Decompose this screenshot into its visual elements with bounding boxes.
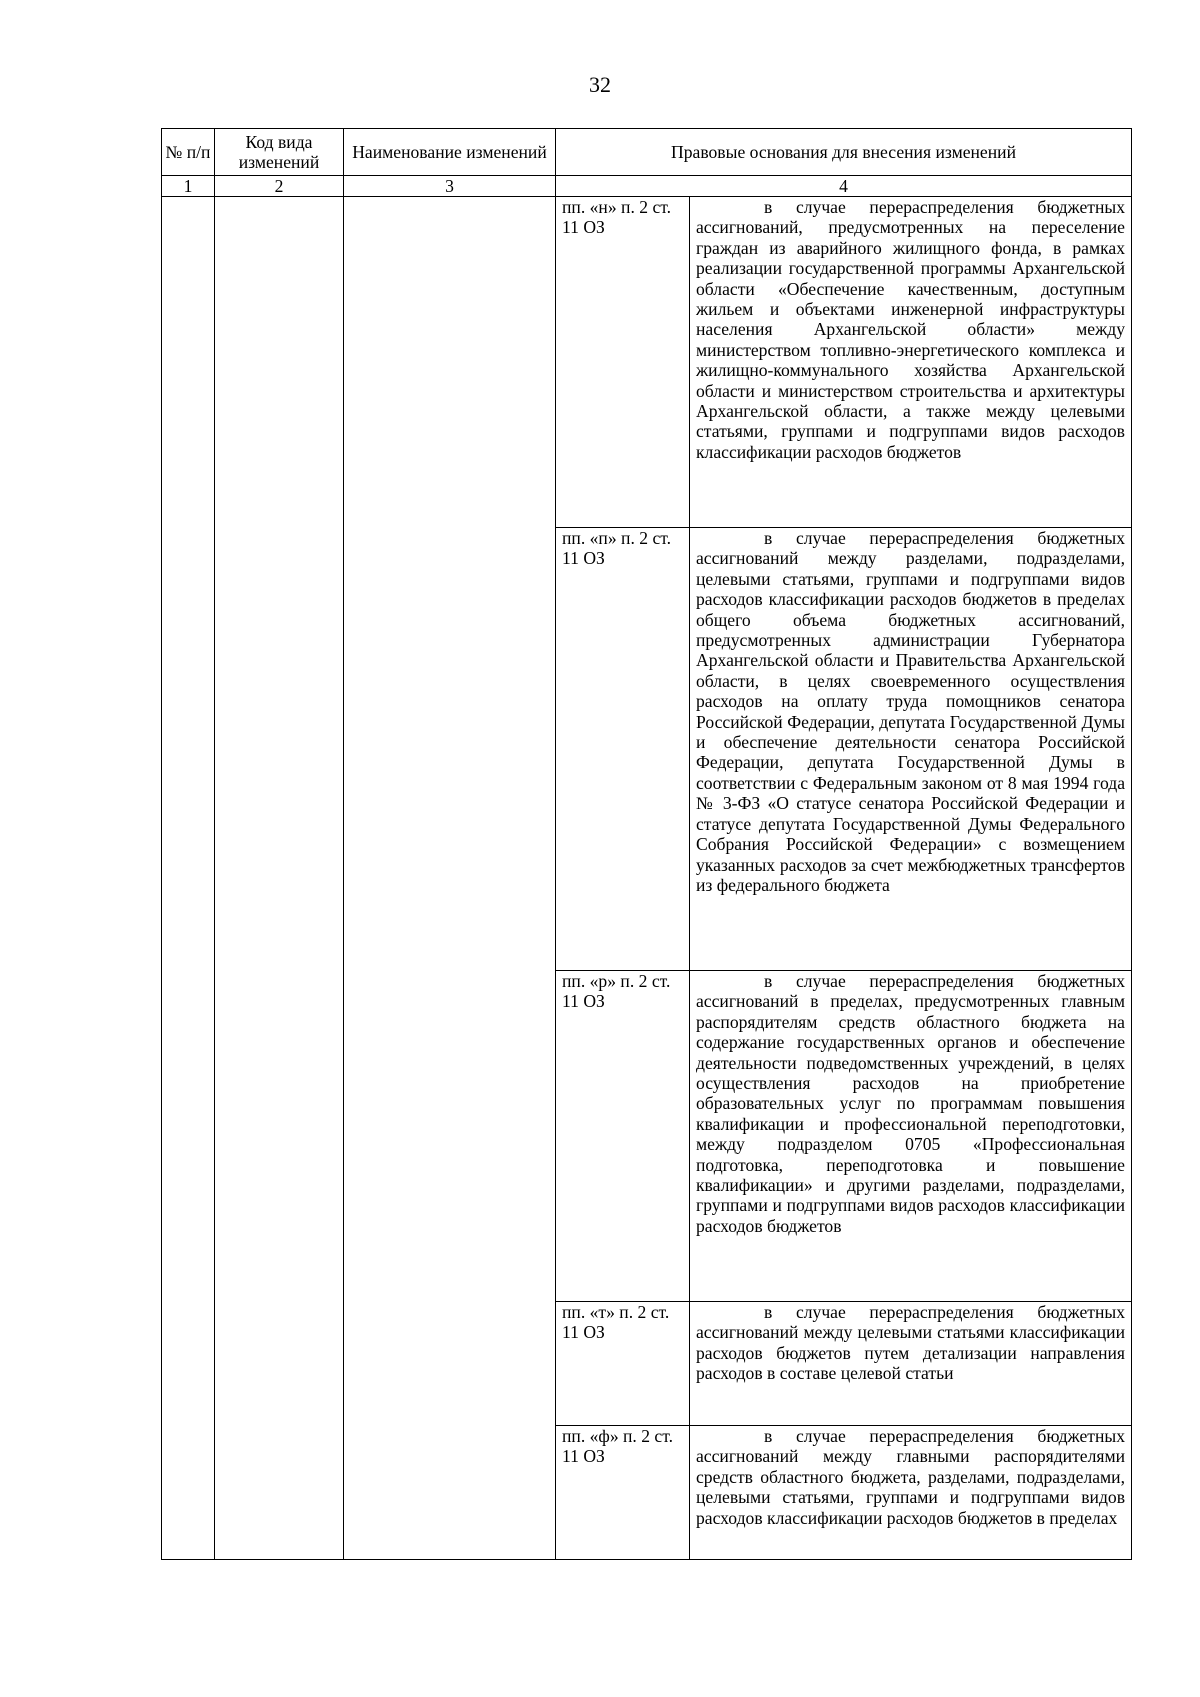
column-number-3: 3 — [344, 176, 556, 197]
header-number: № п/п — [162, 129, 215, 176]
header-legal-basis: Правовые основания для внесения изменений — [556, 129, 1132, 176]
basis-reference: пп. «ф» п. 2 ст. 11 ОЗ — [556, 1426, 690, 1560]
header-change-name: Наименование изменений — [344, 129, 556, 176]
cell-change-name-empty — [344, 197, 556, 1560]
basis-reference: пп. «р» п. 2 ст. 11 ОЗ — [556, 971, 690, 1302]
column-number-2: 2 — [215, 176, 344, 197]
cell-change-code-empty — [215, 197, 344, 1560]
column-number-4: 4 — [556, 176, 1132, 197]
cell-number-empty — [162, 197, 215, 1560]
basis-reference: пп. «т» п. 2 ст. 11 ОЗ — [556, 1302, 690, 1426]
basis-description: в случае перераспределения бюджетных ассигнований, предусмотренных на переселение граждан из аварийного жилищного фонда, в рамках реализации государственной программы Архангельской области «Обеспечение качественным, доступным жильем и объектами инженерной инфраструктуры населения Архангельской области» между министерством топливно-энергетического комплекса и жилищно-коммунального хозяйства Архангельской области и министерством строительства и архитектуры Архангельской области, а также между целевыми статьями, группами и подгруппами видов расходов классификации расходов бюджетов — [690, 197, 1132, 528]
changes-table — [161, 128, 1132, 1560]
basis-description: в случае перераспределения бюджетных ассигнований между главными распорядителями средств областного бюджета, разделами, подразделами, целевыми статьями, группами и подгруппами видов расходов классификации расходов бюджетов в пределах — [690, 1426, 1132, 1560]
basis-description: в случае перераспределения бюджетных ассигнований в пределах, предусмотренных главным распорядителям средств областного бюджета на содержание государственных органов и обеспечение деятельности подведомственных учреждений, в целях осуществления расходов на приобретение образовательных услуг по программам повышения квалификации и профессиональной переподготовки, между подразделом 0705 «Профессиональная подготовка, переподготовка и повышение квалификации» и другими разделами, подразделами, группами и подгруппами видов расходов классификации расходов бюджетов — [690, 971, 1132, 1302]
header-change-code: Код вида изменений — [215, 129, 344, 176]
table-row — [162, 197, 1132, 528]
basis-description: в случае перераспределения бюджетных ассигнований между разделами, подразделами, целевыми статьями, группами и подгруппами видов расходов классификации расходов бюджетов в пределах общего объема бюджетных ассигнований, предусмотренных администрации Губернатора Архангельской области и Правительства Архангельской области, в целях своевременного осуществления расходов на оплату труда помощников сенатора Российской Федерации, депутата Государственной Думы и обеспечение деятельности сенатора Российской Федерации, депутата Государственной Думы в соответствии с Федеральным законом от 8 мая 1994 года № 3-ФЗ «О статусе сенатора Российской Федерации и статусе депутата Государственной Думы Федерального Собрания Российской Федерации» с возмещением указанных расходов за счет межбюджетных трансфертов из федерального бюджета — [690, 528, 1132, 971]
basis-reference: пп. «н» п. 2 ст. 11 ОЗ — [556, 197, 690, 528]
column-number-1: 1 — [162, 176, 215, 197]
page-number: 32 — [589, 72, 611, 97]
basis-reference: пп. «п» п. 2 ст. 11 ОЗ — [556, 528, 690, 971]
basis-description: в случае перераспределения бюджетных ассигнований между целевыми статьями классификации расходов бюджетов путем детализации направления расходов в составе целевой статьи — [690, 1302, 1132, 1426]
